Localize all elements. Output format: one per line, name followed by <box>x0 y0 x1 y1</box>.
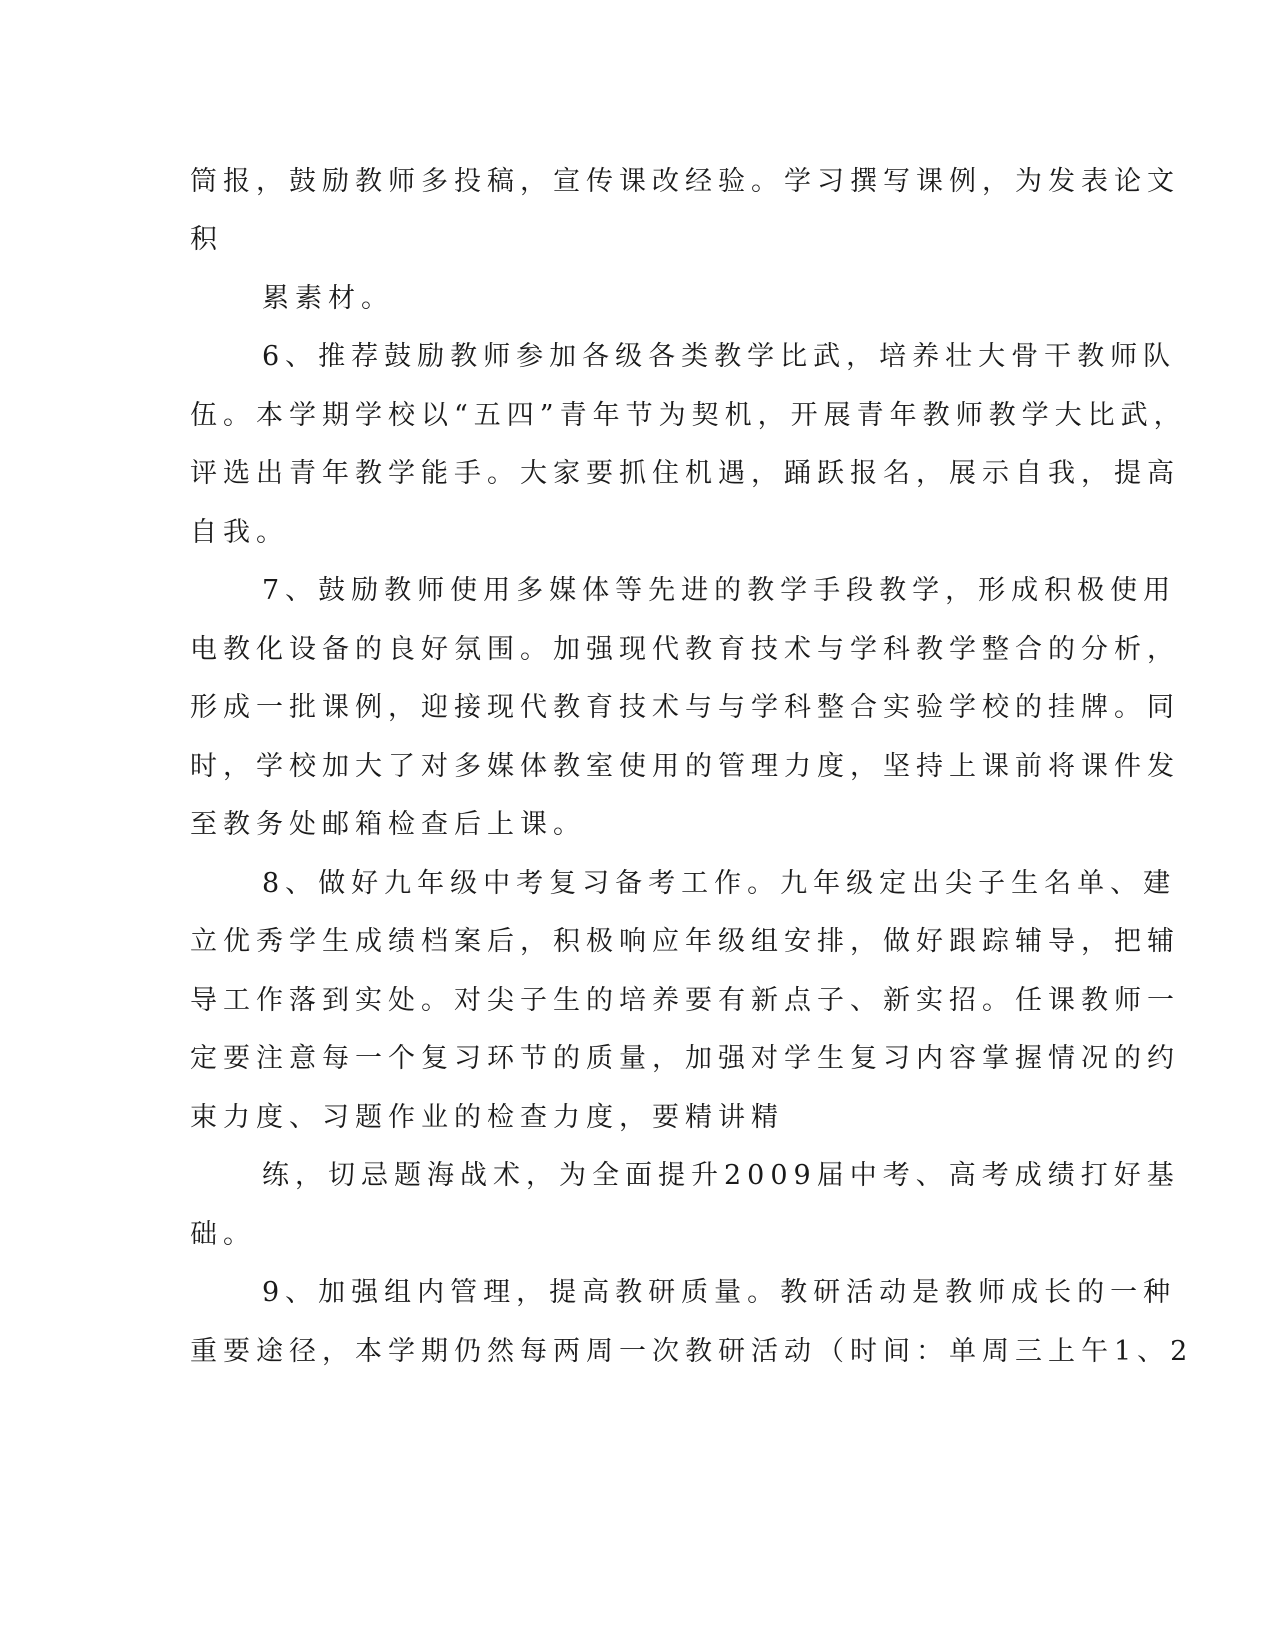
text-line: 自我。 <box>190 517 289 548</box>
text-line: 立优秀学生成绩档案后，积极响应年级组安排，做好跟踪辅导，把辅 <box>190 926 1180 957</box>
text-line: 导工作落到实处。对尖子生的培养要有新点子、新实招。任课教师一 <box>190 985 1180 1016</box>
text-line: 累素材。 <box>262 283 394 314</box>
text-line: 至教务处邮箱检查后上课。 <box>190 809 586 840</box>
text-line: 定要注意每一个复习环节的质量，加强对学生复习内容掌握情况的约 <box>190 1043 1180 1074</box>
paragraph-6-start: 6、推荐鼓励教师参加各级各类教学比武，培养壮大骨干教师队 <box>262 341 1177 372</box>
paragraph-7-start: 7、鼓励教师使用多媒体等先进的教学手段教学，形成积极使用 <box>262 575 1177 606</box>
text-line: 筒报，鼓励教师多投稿，宣传课改经验。学习撰写课例，为发表论文 <box>190 166 1180 197</box>
text-line: 时，学校加大了对多媒体教室使用的管理力度，坚持上课前将课件发 <box>190 751 1180 782</box>
text-line: 形成一批课例，迎接现代教育技术与与学科整合实验学校的挂牌。同 <box>190 692 1180 723</box>
paragraph-8-start: 8、做好九年级中考复习备考工作。九年级定出尖子生名单、建 <box>262 868 1177 899</box>
paragraph-9-start: 9、加强组内管理，提高教研质量。教研活动是教师成长的一种 <box>262 1277 1177 1308</box>
text-line: 积 <box>190 224 223 255</box>
text-line: 评选出青年教学能手。大家要抓住机遇，踊跃报名，展示自我，提高 <box>190 458 1180 489</box>
text-line: 束力度、习题作业的检查力度，要精讲精 <box>190 1102 784 1133</box>
text-line: 伍。本学期学校以“五四”青年节为契机，开展青年教师教学大比武， <box>190 400 1187 431</box>
text-line: 础。 <box>190 1219 256 1250</box>
text-line: 练，切忌题海战术，为全面提升2009届中考、高考成绩打好基 <box>262 1160 1180 1191</box>
text-line: 重要途径，本学期仍然每两周一次教研活动（时间：单周三上午1、2 <box>190 1336 1194 1367</box>
text-line: 电教化设备的良好氛围。加强现代教育技术与学科教学整合的分析， <box>190 634 1180 665</box>
